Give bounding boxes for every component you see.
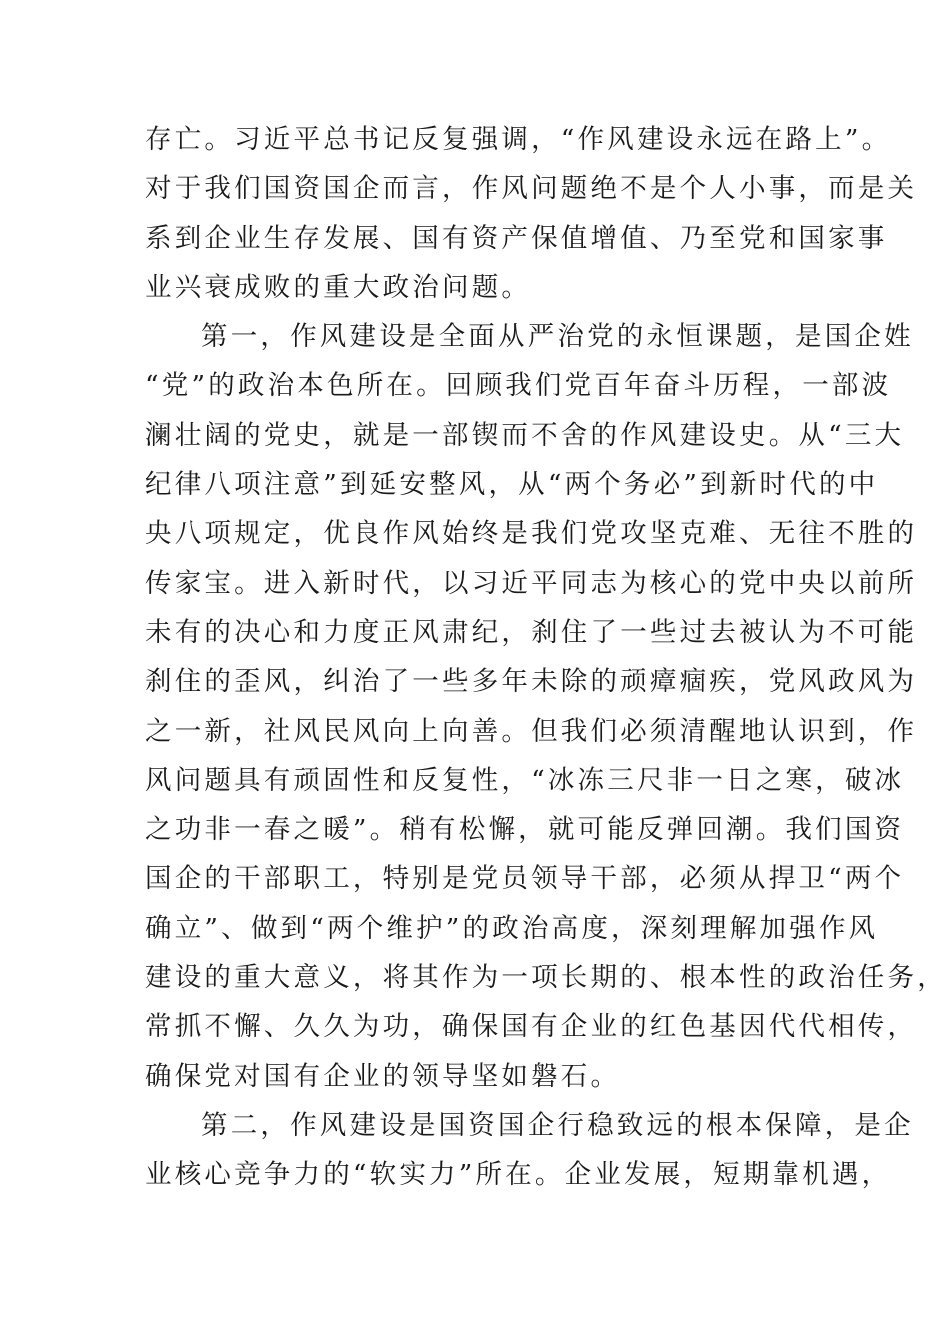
text-line: 风问题具有顽固性和反复性，“冰冻三尺非一日之寒，破冰 [145,764,905,796]
text-line: 建设的重大意义，将其作为一项长期的、根本性的政治任务， [145,962,947,994]
text-line: 第一，作风建设是全面从严治党的永恒课题，是国企姓 [201,321,914,353]
text-line: 确保党对国有企业的领导坚如磐石。 [145,1060,621,1092]
paragraph-intro-continuation [145,115,918,312]
text-line: 澜壮阔的党史，就是一部锲而不舍的作风建设史。从“三大 [145,419,905,451]
text-line: 传家宝。进入新时代，以习近平同志为核心的党中央以前所 [145,567,918,599]
text-line: 之一新，社风民风向上向善。但我们必须清醒地认识到，作 [145,715,918,747]
text-line: 未有的决心和力度正风肃纪，刹住了一些过去被认为不可能 [145,616,918,648]
paragraph-point-two [145,1101,914,1200]
text-line: 系到企业生存发展、国有资产保值增值、乃至党和国家事 [145,222,888,254]
paragraph-point-one [145,312,947,1101]
text-line: 刹住的歪风，纠治了一些多年未除的顽瘴痼疾，党风政风为 [145,666,918,698]
text-line: 纪律八项注意”到延安整风，从“两个务必”到新时代的中 [145,469,879,501]
text-line: 存亡。习近平总书记反复强调，“作风建设永远在路上”。 [145,124,892,155]
text-line: 业核心竞争力的“软实力”所在。企业发展，短期靠机遇， [145,1159,892,1191]
text-line: “党”的政治本色所在。回顾我们党百年奋斗历程，一部波 [145,370,892,402]
text-line: 对于我们国资国企而言，作风问题绝不是个人小事，而是关 [145,173,918,205]
document-body [145,115,947,1200]
text-line: 业兴衰成败的重大政治问题。 [145,271,532,303]
text-line: 央八项规定，优良作风始终是我们党攻坚克难、无往不胜的 [145,518,918,550]
text-line: 第二，作风建设是国资国企行稳致远的根本保障，是企 [201,1109,914,1141]
text-line: 国企的干部职工，特别是党员领导干部，必须从捍卫“两个 [145,863,905,895]
text-line: 常抓不懈、久久为功，确保国有企业的红色基因代代相传， [145,1011,918,1043]
text-line: 确立”、做到“两个维护”的政治高度，深刻理解加强作风 [145,912,879,944]
text-line: 之功非一春之暖”。稍有松懈，就可能反弹回潮。我们国资 [145,814,905,846]
